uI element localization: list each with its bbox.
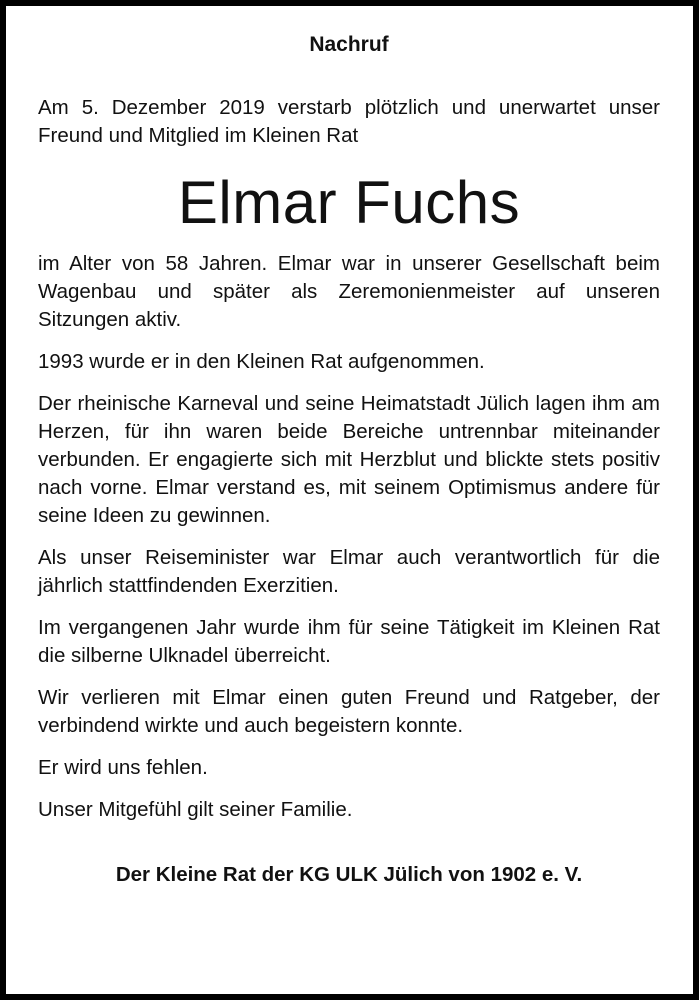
notice-signature: Der Kleine Rat der KG ULK Jülich von 1902 e. V.	[115, 863, 583, 886]
intro-text: Am 5. Dezember 2019 verstarb plötzlich und unerwartet unser Freund und Mitglied im Kleinen Rat	[38, 96, 660, 147]
deceased-name: Elmar Fuchs	[177, 169, 521, 236]
notice-heading: Nachruf	[309, 33, 389, 56]
paragraph-age-activities: im Alter von 58 Jahren. Elmar war in unserer Gesellschaft beim Wagenbau und später als Zeremonienmeister auf unseren Sitzungen aktiv.	[38, 252, 660, 331]
obituary-notice	[38, 32, 660, 909]
paragraph-membership: 1993 wurde er in den Kleinen Rat aufgenommen.	[38, 350, 485, 373]
paragraph-missed: Er wird uns fehlen.	[38, 756, 208, 779]
paragraph-travel-minister: Als unser Reiseminister war Elmar auch verantwortlich für die jährlich stattfindenden Exerzitien.	[38, 546, 660, 597]
paragraph-carnival: Der rheinische Karneval und seine Heimatstadt Jülich lagen ihm am Herzen, für ihn waren beide Bereiche untrennbar miteinander verbunden. Er engagierte sich mit Herzblut und blickte stets positiv nach vorne. Elmar verstand es, mit seinem Optimismus andere für seine Ideen zu gewinnen.	[38, 392, 660, 527]
paragraph-award: Im vergangenen Jahr wurde ihm für seine Tätigkeit im Kleinen Rat die silberne Ulknadel überreicht.	[38, 616, 660, 667]
paragraph-condolence: Unser Mitgefühl gilt seiner Familie.	[38, 798, 353, 821]
paragraph-tribute: Wir verlieren mit Elmar einen guten Freund und Ratgeber, der verbindend wirkte und auch begeistern konnte.	[38, 686, 660, 737]
